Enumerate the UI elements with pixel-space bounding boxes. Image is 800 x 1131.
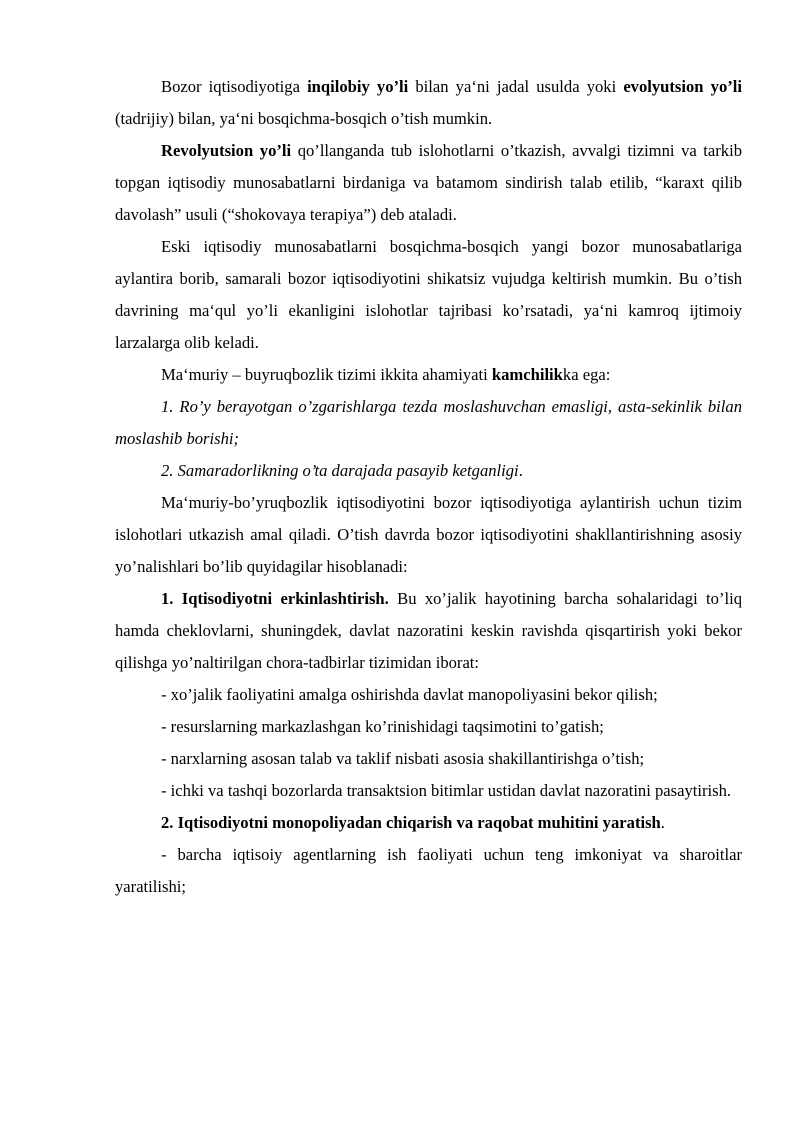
bold-term-revolutionary: inqilobiy yo’li <box>307 77 409 96</box>
paragraph-shortcomings-intro <box>115 359 742 391</box>
italic-text: 2. Samaradorlikning o’ta darajada pasayib ketganligi <box>161 461 519 480</box>
text-run: qo’llanganda tub islohotlarni o’tkazish, avvalgi tizimni va tarkib topgan iqtisodiy munosabatlarni birdaniga va batamom sindirish talab etilib, “karaxt qilib davolash” usuli (“shokovaya terapiya”) deb ataladi. <box>115 141 743 224</box>
paragraph-revolutionary-way <box>115 135 742 231</box>
list-item-shortcoming-1: 1. Ro’y berayotgan o’zgarishlarga tezda moslashuvchan emasligi, asta-sekinlik bilan moslashib borishi; <box>115 397 742 448</box>
text-run: Bu xo’jalik hayotining barcha sohalaridagi to’liq hamda cheklovlarni, shuningdek, davlat nazoratini keskin ravishda qisqartirish yoki bekor qilishga yo’naltirilgan chora-tadbirlar tizimidan iborat: <box>115 589 742 672</box>
list-item-shortcoming-2 <box>115 455 742 487</box>
paragraph-demonopolization <box>115 807 742 839</box>
text-run: bilan ya‘ni jadal usulda yoki <box>408 77 624 96</box>
bold-term: Revolyutsion yo’li <box>161 141 292 160</box>
list-item-dash: - barcha iqtisoiy agentlarning ish faoliyati uchun teng imkoniyat va sharoitlar yaratilishi; <box>115 845 742 896</box>
text-run: . <box>518 461 523 480</box>
text-run: (tadrijiy) bilan, ya‘ni bosqichma-bosqich o’tish mumkin. <box>115 109 493 128</box>
paragraph-gradual-way: Eski iqtisodiy munosabatlarni bosqichma-bosqich yangi bozor munosabatlariga aylantira borib, samarali bozor iqtisodiyotini shikatsiz vujudga keltirish mumkin. Bu o’tish davrining ma‘qul yo’li ekanligini islohotlar tajribasi ko’rsatadi, ya‘ni kamroq ijtimoiy larzalarga olib keladi. <box>115 237 742 352</box>
list-item-dash: - xo’jalik faoliyatini amalga oshirishda davlat manopoliyasini bekor qilish; <box>161 685 658 704</box>
paragraph-transition-ways <box>115 71 742 135</box>
bold-term-evolutionary: evolyutsion yo’li <box>623 77 742 96</box>
list-item-dash: - narxlarning asosan talab va taklif nisbati asosia shakillantirishga o’tish; <box>161 749 645 768</box>
bold-heading: 2. Iqtisodiyotni monopoliyadan chiqarish va raqobat muhitini yaratish <box>161 813 661 832</box>
text-run: ka ega: <box>562 365 611 384</box>
text-run: . <box>660 813 665 832</box>
list-item-dash: - ichki va tashqi bozorlarda transaktsion bitimlar ustidan davlat nazoratini pasaytirish. <box>161 781 732 800</box>
paragraph-liberalization <box>115 583 742 679</box>
paragraph-reform-directions: Ma‘muriy-bo’yruqbozlik iqtisodiyotini bozor iqtisodiyotiga aylantirish uchun tizim islohotlari utkazish amal qiladi. O’tish davrda bozor iqtisodiyotini shakllantirishning asosiy yo’nalishlari bo’lib quyidagilar hisoblanadi: <box>115 493 742 576</box>
bold-term: kamchilik <box>491 365 563 384</box>
list-item-dash: - resurslarning markazlashgan ko’rinishidagi taqsimotini to’gatish; <box>161 717 604 736</box>
text-run: Ma‘muriy – buyruqbozlik tizimi ikkita ahamiyati <box>161 365 492 384</box>
bold-heading: 1. Iqtisodiyotni erkinlashtirish. <box>161 589 389 608</box>
text-run: Bozor iqtisodiyotiga <box>161 77 308 96</box>
